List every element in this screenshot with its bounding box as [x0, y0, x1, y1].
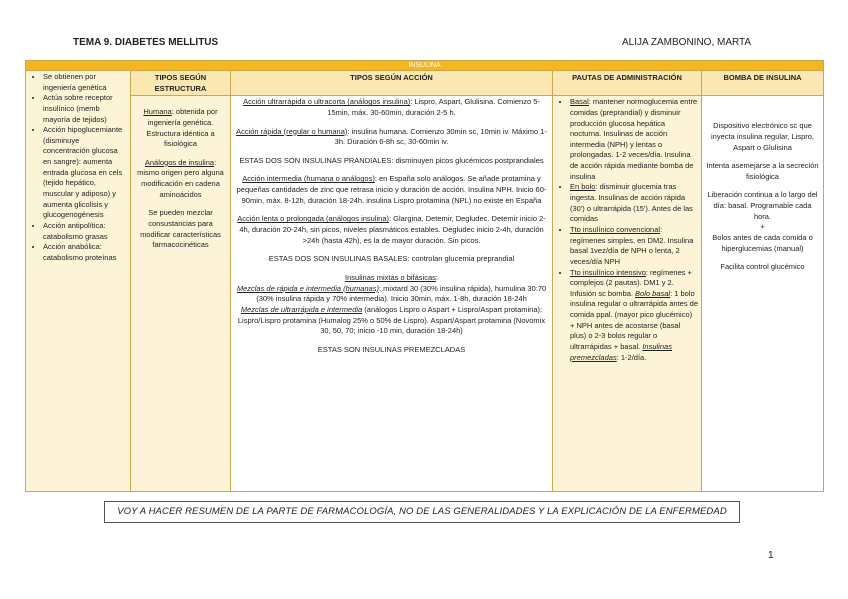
document-topic: TEMA 9. DIABETES MELLITUS: [73, 37, 219, 48]
summary-note-box: VOY A HACER RESUMEN DE LA PARTE DE FARMACOLOGÍA, NO DE LAS GENERALIDADES Y LA EXPLICACIÓN DE LA ENFERMEDAD: [104, 501, 740, 523]
pump-device-text: Dispositivo electrónico sc que inyecta insulina regular, Lispro, Aspart o Glulisina: [711, 121, 814, 152]
list-item: [570, 225, 698, 268]
pump-bolus-text: Bolos antes de cada comida o hiperglucemias (manual): [712, 233, 813, 253]
conventional-text: : regímenes simples, en DM2. Insulina basal 1vez/día de NPH o lenta, 2 veces/día NPH: [570, 224, 694, 266]
slow-text: : Glargina, Detemir, Degludec. Detemir inicio 2-4h, duración 20-24h, sin picos, niveles plasmáticos estables. Degludec inicio 2-4h, duración >24h (hasta 42h), es la de mayor duración. Sin picos.: [239, 214, 546, 245]
humana-text: : obtenida por ingeniería genética. Estructura idéntica a fisiológica: [146, 107, 218, 149]
basal-label: Basal: [570, 97, 589, 107]
basal-bolus-label: Bolo basal: [635, 288, 671, 298]
slow-label: Acción lenta o prolongada (análogos insulina): [237, 214, 390, 224]
mixed-colon: :: [435, 272, 438, 282]
pump-control-text: Facilita control glucémico: [720, 262, 805, 272]
premixed-label: Insulinas premezcladas: [570, 342, 672, 362]
bolus-text: : disminuir glucemia tras ingesta. Insulinas de acción rápida (30') o ultrarrápida (15'). Antes de las comidas: [570, 182, 693, 224]
list-item: [570, 268, 698, 364]
general-properties-cell: [26, 71, 131, 492]
intermediate-label: Acción intermedia (humana o análogos): [242, 174, 375, 184]
conventional-label: Tto insulínico convencional: [570, 224, 661, 234]
list-item: • Acción hipoglucemiante (disminuye concentración glucosa en sangre): aumenta entrada glucosa en cels (tejido hepático, muscular y adiposo) y aumenta glicolisis y glucogenogénesis: [43, 125, 127, 221]
humana-label: Humana: [143, 107, 172, 117]
pump-physiology-text: Intenta asemejarse a la secreción fisiológica: [706, 161, 819, 181]
prandial-note: ESTAS DOS SON INSULINAS PRANDIALES: disminuyen picos glucémicos postprandiales: [239, 155, 544, 165]
intensive-text: : regímenes + complejos (2 pautas). DM1 y 2. Infusión sc bomba.: [570, 267, 692, 298]
list-item: [570, 182, 698, 225]
rapid-text: : insulina humana. Comienzo 30min sc, 10min iv. Máximo 1-3h. Duración 6-8h sc, 30-60min iv.: [334, 126, 547, 147]
mixed-label: Insulinas mixtas o bifásicas: [345, 272, 436, 282]
action-types-cell: [231, 96, 553, 492]
basal-bolus-text: : 1 bolo insulina regular o ultrarrápida antes de comida ppal. (mayor pico glucémico) + NPH antes de acostarse (basal plus) o 2-3 bolos regular o ultrarrápidas + basal.: [570, 288, 698, 352]
mix-ultra-label: Mezclas de ultrarrápida e intermedia: [240, 304, 363, 314]
basal-note: ESTAS DOS SON INSULINAS BASALES: controlan glucemia preprandial: [268, 254, 515, 264]
list-item: • Se obtienen por ingeniería genética: [43, 72, 127, 93]
document-author: ALIJA ZAMBONINO, MARTA: [622, 37, 752, 48]
column-header-structure: TIPOS SEGÚN ESTRUCTURA: [131, 71, 231, 96]
mix-rapid-label: Mezclas de rápida e intermedia (humanas): [236, 283, 379, 293]
mezcla-text: Se pueden mezclar consustancias para modificar características farmacocinéticas: [140, 208, 221, 250]
column-header-action: TIPOS SEGÚN ACCIÓN: [231, 71, 553, 96]
administration-cell: [553, 96, 702, 492]
column-header-administration: PAUTAS DE ADMINISTRACIÓN: [553, 71, 702, 96]
intermediate-text: : en España solo análogos. Se añade protamina y pequeñas cantidades de zinc que retrasa inicio y duración de acción. Insulina NPH. Inicio 60-90min, máx. 8-12h, duración 18-24h. insulina Lispro protamina (NPL) no existe en España: [236, 174, 547, 205]
table-band-title: INSULINA: [26, 61, 824, 71]
premixed-text: : 1-2/día.: [616, 352, 647, 362]
pump-cell: [702, 96, 824, 492]
properties-list: [29, 72, 127, 264]
premixed-note: ESTAS SON INSULINAS PREMEZCLADAS: [317, 344, 466, 354]
pump-basal-text: Liberación continua a lo largo del día: basal. Programable cada hora.: [707, 190, 818, 221]
analogos-label: Análogos de insulina: [144, 157, 215, 167]
page-number: 1: [768, 550, 774, 561]
bolus-label: En bolo: [570, 182, 596, 192]
insulin-table: [25, 60, 824, 492]
mix-ultra-text: (análogos Lispro o Aspart + Lispro/Aspart protamina): Lispro/Lispro protamina (Humalog 25% o 50% de Lispro). Aspart/Aspart protamina (Novomix 30, 50, 70; inicio -10 min, duración 18-24h): [237, 304, 546, 336]
list-item: • Acción anabólica: catabolismo proteínas: [43, 242, 127, 263]
rapid-label: Acción rápida (regular o humana): [236, 126, 348, 136]
list-item: • Acción antipolítica: catabolismo grasas: [43, 221, 127, 242]
pump-plus-text: +: [760, 222, 765, 232]
list-item: • Actúa sobre receptor insulínico (memb mayoría de tejidos): [43, 93, 127, 125]
column-header-pump: BOMBA DE INSULINA: [702, 71, 824, 96]
mix-rapid-text: : mixtard 30 (30% insulina rápida), humulina 30:70 (30% insulina rápida y 70% intermedia). Inicio 30min, máx. 1-8h, duración 18-24h: [256, 283, 547, 304]
intensive-label: Tto insulínico intensivo: [570, 267, 646, 277]
ultrarapid-text: : Lispro, Aspart, Glulisina. Comienzo 5-15min, máx. 30-60min, duración 2-5 h.: [327, 97, 540, 117]
basal-text: : mantener normoglucemia entre comidas (preprandial) y disminuir producción glucosa hepática nocturna. Insulinas de acción intermedia (NPH) y lentas o prolongadas. 1-2 veces/día. Insulina de acción rápida mediante bomba de insulina: [570, 97, 698, 181]
ultrarapid-label: Acción ultrarrápida o ultracorta (análogos insulina): [243, 97, 411, 107]
administration-list: [556, 97, 698, 363]
list-item: [570, 97, 698, 182]
structure-types-cell: [131, 96, 231, 492]
analogos-text: : mismo origen pero alguna modificación en cadena aminoácidos: [137, 157, 224, 199]
